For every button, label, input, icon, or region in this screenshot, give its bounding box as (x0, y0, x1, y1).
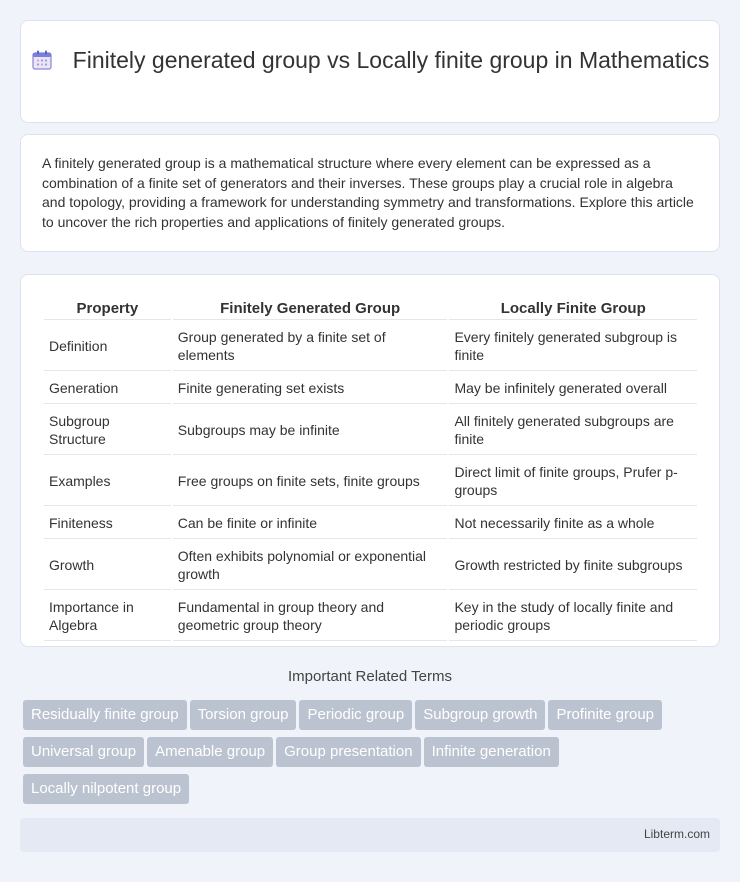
table-cell-locally-finite: Not necessarily finite as a whole (449, 508, 697, 539)
table-cell-finitely-generated: Free groups on finite sets, finite groups (173, 457, 448, 506)
table-cell-locally-finite: Every finitely generated subgroup is finite (449, 322, 697, 371)
table-header-row (44, 297, 697, 320)
table-cell-property: Growth (44, 541, 171, 590)
table-cell-finitely-generated: Subgroups may be infinite (173, 406, 448, 455)
table-cell-property: Generation (44, 373, 171, 404)
related-term-tag[interactable]: Subgroup growth (415, 700, 545, 730)
table-cell-property: Finiteness (44, 508, 171, 539)
calendar-icon (31, 49, 53, 71)
related-term-tag[interactable]: Residually finite group (23, 700, 187, 730)
table-row (44, 373, 697, 404)
column-header-finitely-generated: Finitely Generated Group (173, 297, 448, 320)
intro-paragraph: A finitely generated group is a mathematical structure where every element can be expressed as a combination of a finite set of generators and their inverses. These groups play a crucial role in algebra and topology, providing a framework for understanding symmetry and transformations. Explore this article to uncover the rich properties and applications of finitely generated groups. (42, 155, 694, 230)
page-title (21, 45, 719, 75)
table-cell-locally-finite: Key in the study of locally finite and periodic groups (449, 592, 697, 641)
table-cell-locally-finite: All finitely generated subgroups are finite (449, 406, 697, 455)
table-cell-locally-finite: Direct limit of finite groups, Prufer p-groups (449, 457, 697, 506)
table-cell-locally-finite: Growth restricted by finite subgroups (449, 541, 697, 590)
table-row (44, 592, 697, 641)
table-cell-locally-finite: May be infinitely generated overall (449, 373, 697, 404)
table-cell-property: Importance in Algebra (44, 592, 171, 641)
table-row (44, 406, 697, 455)
column-header-locally-finite: Locally Finite Group (449, 297, 697, 320)
related-term-tag[interactable]: Torsion group (190, 700, 297, 730)
intro-card (20, 134, 720, 252)
table-cell-finitely-generated: Often exhibits polynomial or exponential growth (173, 541, 448, 590)
related-terms-list (23, 700, 723, 811)
table-row (44, 508, 697, 539)
comparison-table-card (20, 274, 720, 647)
footer-bar (20, 818, 720, 852)
related-term-tag[interactable]: Profinite group (548, 700, 662, 730)
table-cell-finitely-generated: Fundamental in group theory and geometric group theory (173, 592, 448, 641)
related-term-tag[interactable]: Amenable group (147, 737, 273, 767)
table-row (44, 541, 697, 590)
column-header-property: Property (44, 297, 171, 320)
table-cell-property: Subgroup Structure (44, 406, 171, 455)
table-row (44, 457, 697, 506)
related-term-tag[interactable]: Universal group (23, 737, 144, 767)
footer-site-link[interactable]: Libterm.com (643, 827, 710, 841)
related-terms-heading: Important Related Terms (288, 668, 452, 685)
page-title-text: Finitely generated group vs Locally finite group in Mathematics (72, 47, 710, 73)
title-card (20, 20, 720, 123)
related-term-tag[interactable]: Infinite generation (424, 737, 559, 767)
related-term-tag[interactable]: Group presentation (276, 737, 420, 767)
related-term-tag[interactable]: Periodic group (299, 700, 412, 730)
related-term-tag[interactable]: Locally nilpotent group (23, 774, 189, 804)
table-cell-finitely-generated: Can be finite or infinite (173, 508, 448, 539)
table-cell-property: Definition (44, 322, 171, 371)
table-cell-property: Examples (44, 457, 171, 506)
table-cell-finitely-generated: Finite generating set exists (173, 373, 448, 404)
comparison-table (42, 295, 699, 643)
table-cell-finitely-generated: Group generated by a finite set of elements (173, 322, 448, 371)
table-row (44, 322, 697, 371)
